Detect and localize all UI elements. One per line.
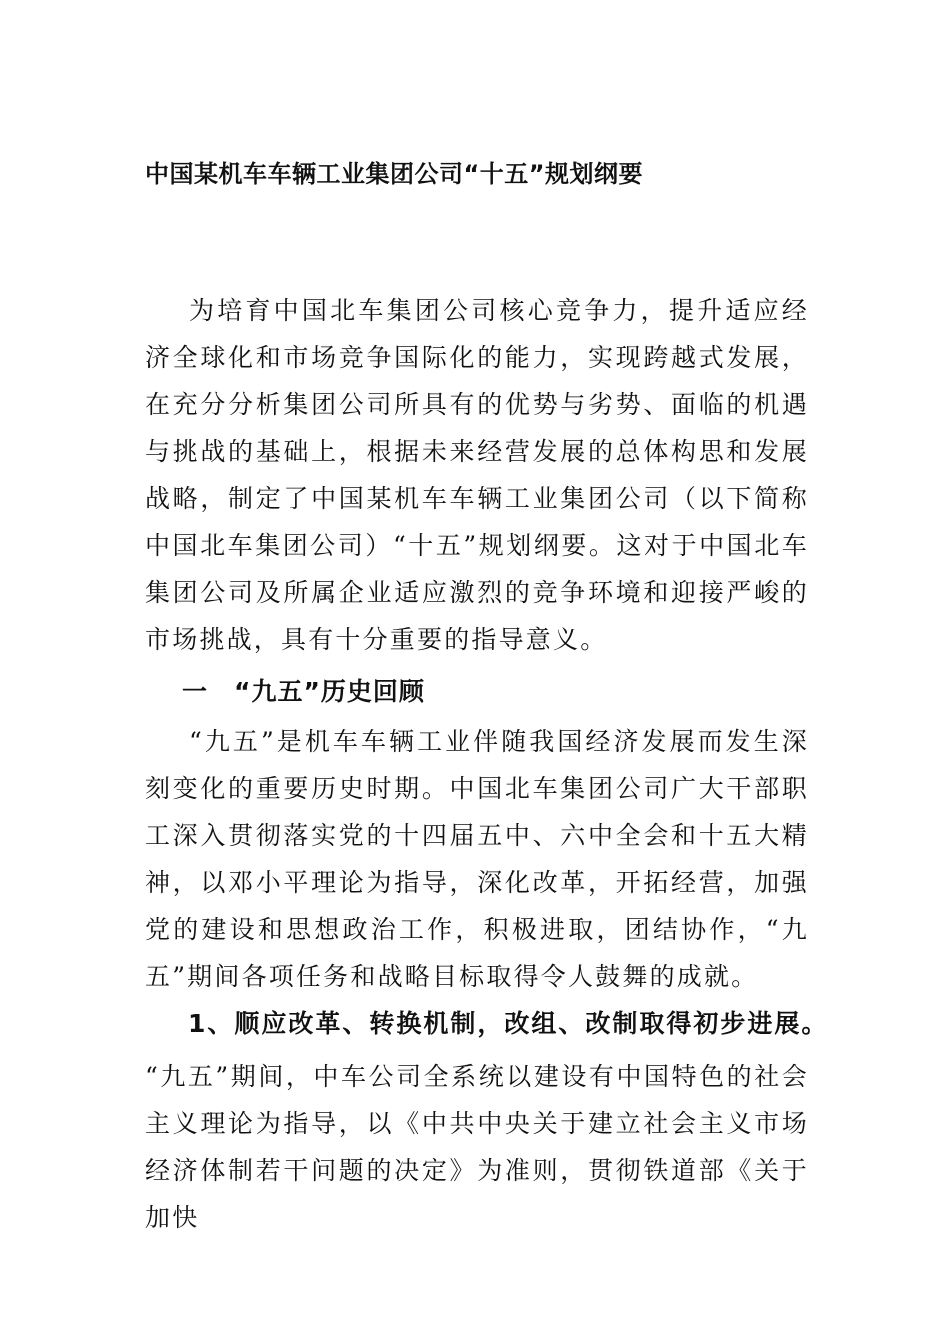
section-paragraph: “九五”是机车车辆工业伴随我国经济发展而发生深刻变化的重要历史时期。中国北车集团公司广大干部职工深入贯彻落实党的十四届五中、六中全会和十五大精神，以邓小平理论为指导，深化改革，开拓经营，加强党的建设和思想政治工作，积极进取，团结协作，“九五”期间各项任务和战略目标取得令人鼓舞的成就。 <box>145 727 809 991</box>
subsection-heading: 1、顺应改革、转换机制，改组、改制取得初步进展。 <box>188 1009 829 1038</box>
section-heading <box>182 672 425 712</box>
section-number: 一 <box>182 677 209 706</box>
document-title: 中国某机车车辆工业集团公司“十五”规划纲要 <box>145 160 644 188</box>
subsection-paragraph: “九五”期间，中车公司全系统以建设有中国特色的社会主义理论为指导，以《中共中央关于建立社会主义市场经济体制若干问题的决定》为准则，贯彻铁道部《关于加快 <box>145 1062 809 1232</box>
intro-paragraph: 为培育中国北车集团公司核心竞争力，提升适应经济全球化和市场竞争国际化的能力，实现跨越式发展，在充分分析集团公司所具有的优势与劣势、面临的机遇与挑战的基础上，根据未来经营发展的总体构思和发展战略，制定了中国某机车车辆工业集团公司（以下简称中国北车集团公司）“十五”规划纲要。这对于中国北车集团公司及所属企业适应激烈的竞争环境和迎接严峻的市场挑战，具有十分重要的指导意义。 <box>145 296 809 654</box>
section-heading-text: “九五”历史回顾 <box>234 677 425 706</box>
